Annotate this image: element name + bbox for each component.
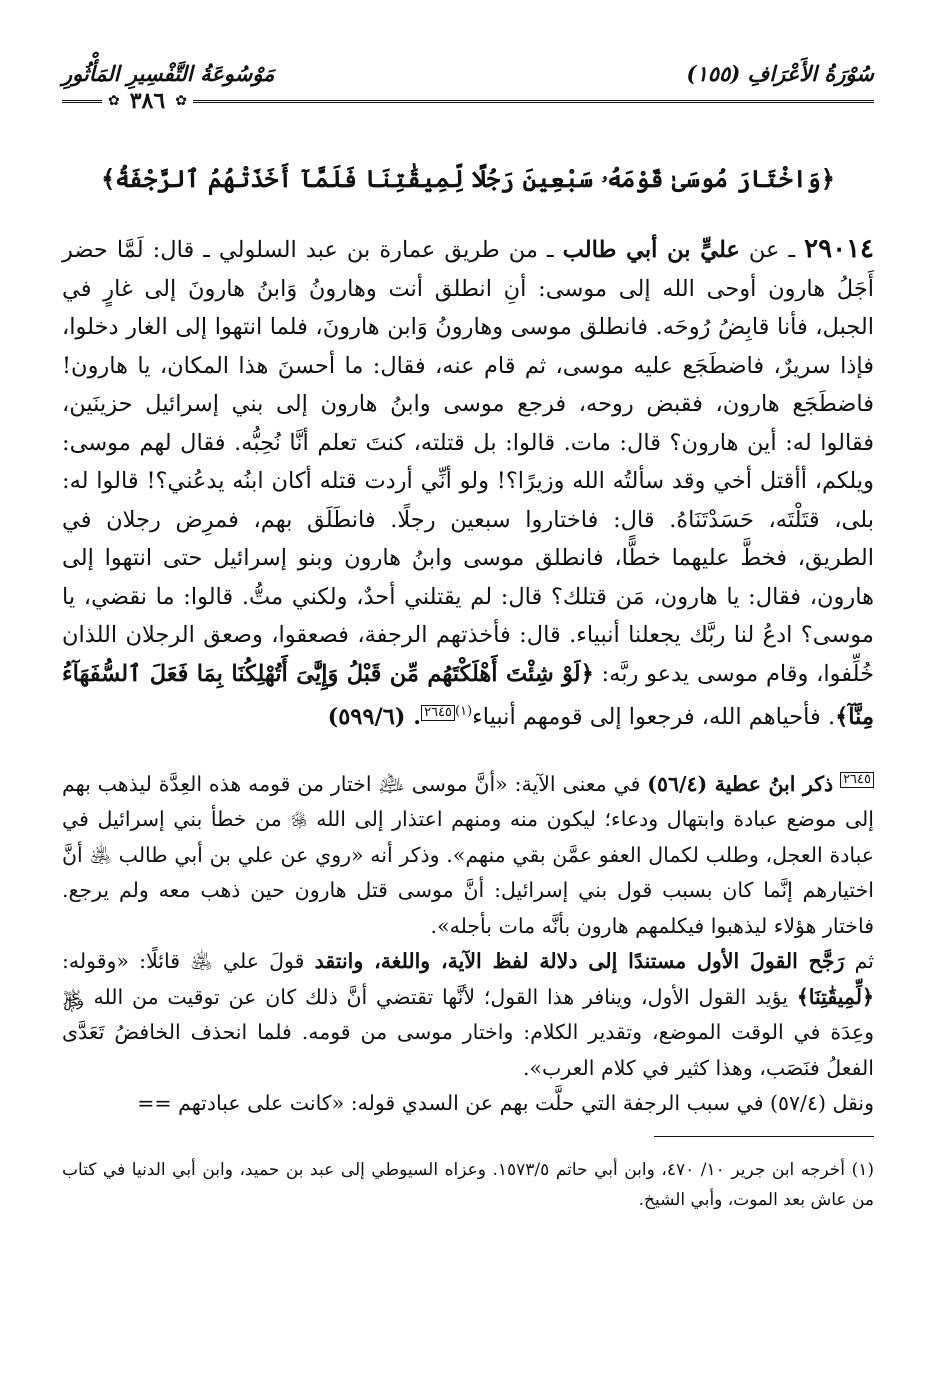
narration-number: ٢٩٠١٤: [804, 234, 874, 264]
surah-title: سُوْرَةُ الأَعْرَافِ (١٥٥): [686, 61, 874, 86]
commentary-block: [62, 767, 874, 1122]
commentary-emphasis: رَجَّح القولَ الأول مستندًا إلى دلالة لفظ الآية، واللغة، وانتقد: [314, 949, 845, 973]
page-number-row: [62, 88, 874, 114]
work-title: مَوْسُوعَةُ التَّفْسِيرِ المَأْثُورِ: [62, 61, 275, 86]
commentary-paragraph-3: [62, 1086, 874, 1122]
quran-quote: ﴿لِّمِيقَٰتِنَا﴾: [796, 984, 874, 1009]
footnote-divider: [654, 1136, 874, 1137]
source-reference: . (٥٩٩/٦): [327, 704, 422, 730]
footnote-marker[interactable]: (١): [455, 704, 473, 719]
chain-prefix: ـ عن: [739, 237, 805, 263]
commentary-box-ref[interactable]: ٢٦٤٥: [421, 705, 455, 721]
commentary-citation: ذكر ابنُ عطية (٥٦/٤): [647, 771, 834, 796]
quran-verse-heading: ﴿وَاخْتَارَ مُوسَىٰ قَوْمَهُۥ سَبْعِينَ رَجُلًا لِّمِيقَٰتِنَا فَلَمَّآ أَخَذَتْهُمُ ٱلرَّجْفَةُ﴾: [101, 164, 835, 193]
commentary-text: ثم: [844, 949, 874, 973]
footnote: (١) أخرجه ابن جرير ١٠/ ٤٧٠، وابن أبي حاتم ١٥٧٣/٥. وعزاه السيوطي إلى عبد بن حميد، وابن أبي الدنيا في كتاب من عاش بعد الموت، وأبي الشيخ.: [62, 1159, 874, 1210]
narration-body: ـ من طريق عمارة بن عبد السلولي ـ قال: لَمَّا حضر أَجَلُ هارون أوحى الله إلى موسى: أنِ انطلق أنت وهارونُ وَابنُ هارونَ إلى غارٍ في الجبل، فأنا قابِضُ رُوحَه. فانطلق موسى وهارونُ وَابن هارونَ، فلما انتهوا إلى الغار دخلوا، فإذا سريرٌ، فاضطَجَع عليه موسى، ثم قام عنه، فقال: ما أحسنَ هذا المكان، يا هارون! فاضطَجَع هارون، فقبض روحه، فرجع موسى وابنُ هارون إلى بني إسرائيل حزينَين، فقالوا له: أين هارون؟ قال: مات. قالوا: بل قتلته، كنتَ تعلم أنَّا نُحِبُّه. فقال لهم موسى: ويلكم، أأقتل أخي وقد سألتُه الله وزيرًا؟! ولو أنِّي أردت قتله أكان ابنُه يدعُني؟! قالوا له: بلى، قتَلْتَه، حَسَدْتَنَاهُ. قال: فاختاروا سبعين رجلًا. فانطَلَق بهم، فمرِض رجلان في الطريق، فخطَّ عليهما خطًّا، فانطلق موسى وابنُ هارون وبنو إسرائيل حتى انتهوا إلى هارون، فقال: يا هارون، مَن قتلك؟ قال: لم يقتلني أحدٌ، ولكني متُّ. قالوا: ما نقضي، يا موسى؟ ادعُ لنا ربَّك يجعلنا أنبياء. قال: فأخذتهم الرجفة، فصعقوا، وصعق الرجلان اللذان خُلِّفوا، وقام موسى يدعو ربَّه:: [62, 237, 875, 687]
commentary-text: قولَ علي ﵁ قائلًا: «وقوله:: [62, 949, 315, 973]
commentary-paragraph-2: [62, 944, 874, 1086]
commentary-box-label: ٢٦٤٥: [840, 772, 874, 788]
header-rule: [193, 100, 874, 103]
page: [62, 50, 874, 1215]
narration-ending: . فأحياهم الله، فرجعوا إلى قومهم أنبياء: [472, 704, 836, 730]
commentary-paragraph-1: [62, 767, 874, 945]
narration-paragraph: [62, 230, 874, 737]
ornament-icon: ✿: [175, 93, 187, 109]
header-rule: [62, 100, 102, 103]
commentary-text: يؤيد القول الأول، وينافر هذا القول؛ لأنَّها تقتضي أنَّ ذلك كان عن توقيت من الله ﷿ وعِدَة في الوقت الموضع، وتقدير الكلام: واختار موسى من قومه. فلما انحذف الخافضُ تَعَدَّى الفعلُ فنَصَب، وهذا كثير في كلام العرب».: [62, 984, 874, 1080]
running-header: [62, 50, 874, 86]
commentary-text: ونقل (٥٧/٤) في سبب الرجفة التي حلَّت بهم عن السدي قوله: «كانت على عبادتهم ==: [137, 1091, 874, 1115]
commentary-text: في معنى الآية: «أنَّ موسى ﵇ اختار من قومه هذه العِدَّة ليذهب بهم إلى موضع عبادة وابتهال ودعاء؛ ليكون منه ومنهم اعتذار إلى الله ﷿ من خطأ بني إسرائيل في عبادة العجل، وطلب لكمال العفو عمَّن بقي منهم». وذكر أنه «روي عن علي بن أبي طالب ﵁ أنَّ اختيارهم إنَّما كان بسبب قول بني إسرائيل: أنَّ موسى قتل هارون حين ذهب معه ولم يرجع. فاختار هؤلاء ليذهبوا فيكلمهم هارون بأنَّه مات بأجله».: [62, 771, 874, 938]
page-number: ٣٨٦: [129, 88, 166, 114]
ornament-icon: ✿: [108, 93, 120, 109]
quran-quote: ﴿لَوْ شِئْتَ أَهْلَكْتَهُم مِّن قَبْلُ وَإِيَّٰىَ أَتُهْلِكُنَا بِمَا فَعَلَ ٱلسُّفَهَآءُ مِنَّآ﴾: [62, 660, 874, 730]
narrator-name: عليٍّ بن أبي طالب: [562, 237, 740, 263]
